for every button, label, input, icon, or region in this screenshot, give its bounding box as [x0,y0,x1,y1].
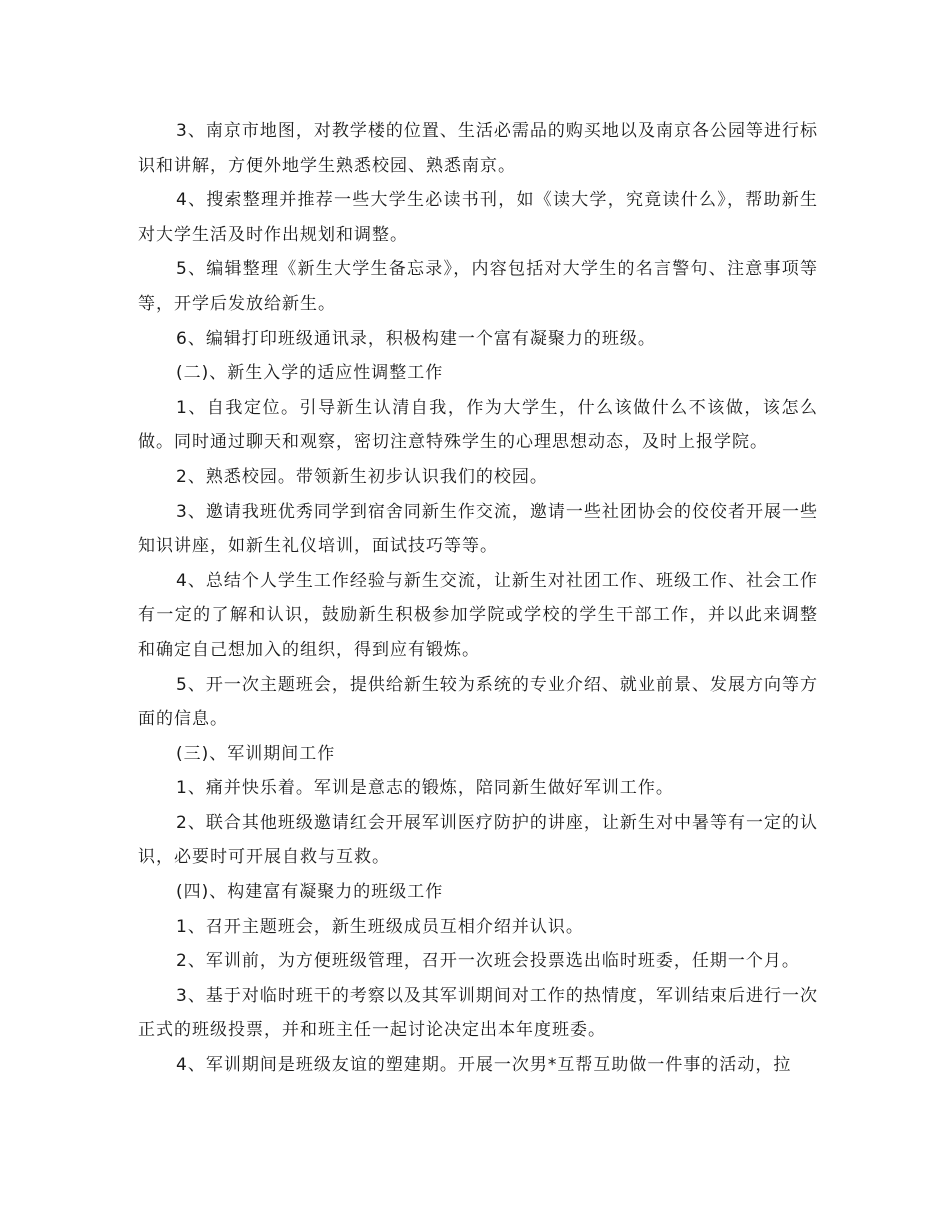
paragraph-theme-meeting: 5、开一次主题班会，提供给新生较为系统的专业介绍、就业前景、发展方向等方面的信息。 [138,674,818,730]
paragraph-self-positioning: 1、自我定位。引导新生认清自我，作为大学生，什么该做什么不该做，该怎么做。同时通过聊天和观察，密切注意特殊学生的心理思想动态，及时上报学院。 [138,397,818,453]
document-body [138,114,818,1083]
paragraph-invite-students: 3、邀请我班优秀同学到宿舍同新生作交流，邀请一些社团协会的佼佼者开展一些知识讲座，如新生礼仪培训，面试技巧等等。 [138,501,818,557]
paragraph-military-training: 1、痛并快乐着。军训是意志的锻炼，陪同新生做好军训工作。 [176,778,674,799]
section-heading-2: (二)、新生入学的适应性调整工作 [176,363,444,384]
paragraph-friendship-activity: 4、军训期间是班级友谊的塑建期。开展一次男*互帮互助做一件事的活动，拉 [176,1055,792,1076]
paragraph-experience-sharing: 4、总结个人学生工作经验与新生交流，让新生对社团工作、班级工作、社会工作有一定的了解和认识，鼓励新生积极参加学院或学校的学生干部工作，并以此来调整和确定自己想加入的组织，得到应有锻炼。 [138,570,818,660]
section-heading-4: (四)、构建富有凝聚力的班级工作 [176,882,444,903]
paragraph-formal-election: 3、基于对临时班干的考察以及其军训期间对工作的热情度，军训结束后进行一次正式的班级投票，并和班主任一起讨论决定出本年度班委。 [138,985,818,1041]
paragraph-class-introduction: 1、召开主题班会，新生班级成员互相介绍并认识。 [176,916,584,937]
paragraph-item-4-reading-list: 4、搜索整理并推荐一些大学生必读书刊，如《读大学，究竟读什么》，帮助新生对大学生活及时作出规划和调整。 [138,190,818,245]
paragraph-medical-lecture: 2、联合其他班级邀请红会开展军训医疗防护的讲座，让新生对中暑等有一定的认识，必要时可开展自救与互救。 [138,812,818,868]
paragraph-temporary-committee: 2、军训前，为方便班级管理，召开一次班会投票选出临时班委，任期一个月。 [176,951,800,972]
paragraph-item-6-directory: 6、编辑打印班级通讯录，积极构建一个富有凝聚力的班级。 [176,328,656,349]
paragraph-campus-familiarity: 2、熟悉校园。带领新生初步认识我们的校园。 [176,466,548,487]
section-heading-3: (三)、军训期间工作 [176,743,336,764]
paragraph-item-3-map: 3、南京市地图，对教学楼的位置、生活必需品的购买地以及南京各公园等进行标识和讲解，方便外地学生熟悉校园、熟悉南京。 [138,121,818,176]
paragraph-item-5-memo: 5、编辑整理《新生大学生备忘录》，内容包括对大学生的名言警句、注意事项等等，开学后发放给新生。 [138,259,818,314]
